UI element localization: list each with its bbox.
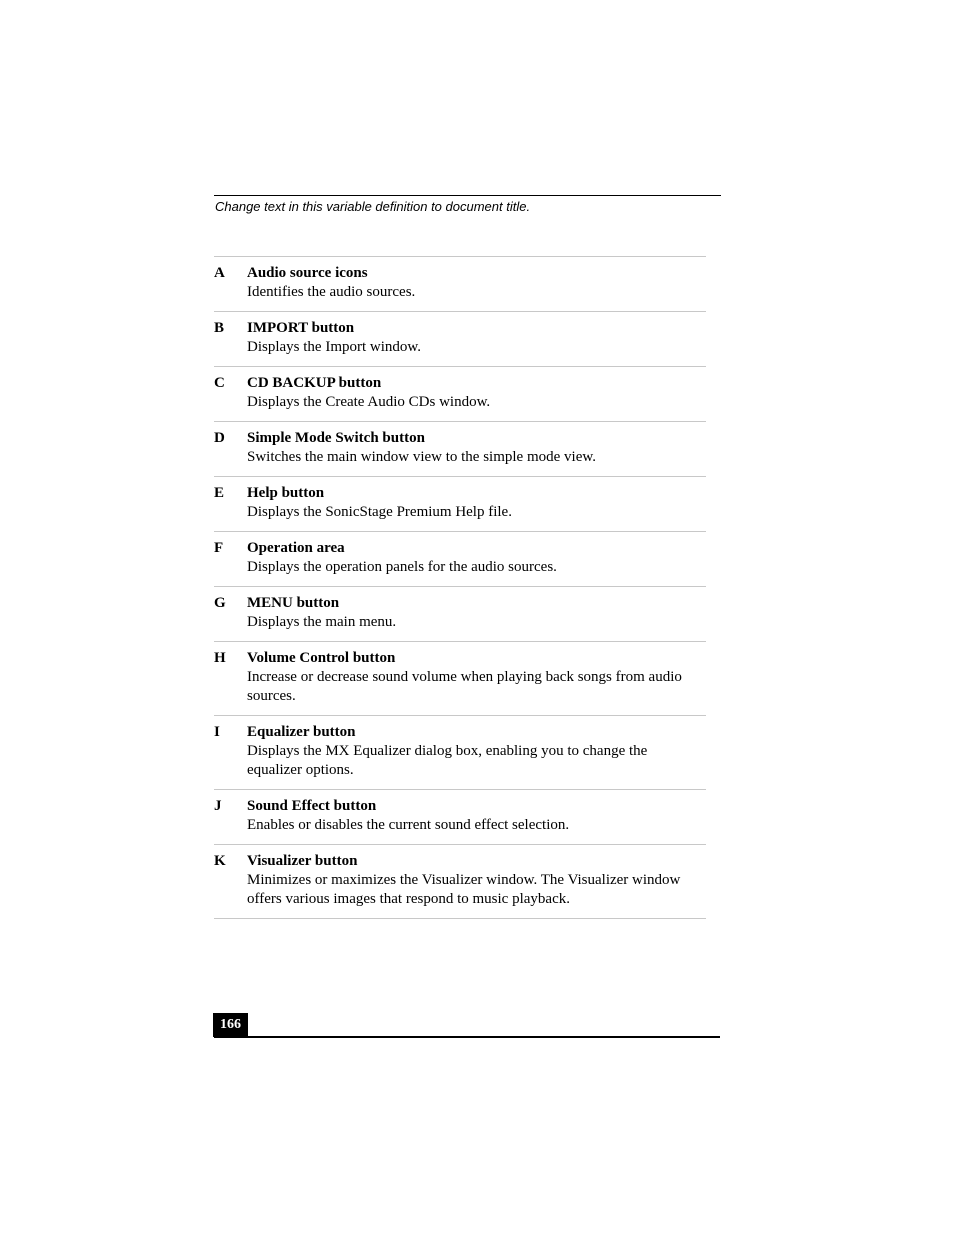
table-row xyxy=(214,532,706,587)
item-description: Displays the Import window. xyxy=(247,339,422,355)
item-term: Volume Control button xyxy=(247,650,396,666)
item-letter: J xyxy=(214,798,222,814)
table-row xyxy=(214,716,706,790)
item-entry xyxy=(247,374,706,412)
header-rule xyxy=(214,195,721,196)
item-description: Increase or decrease sound volume when playing back songs from audio sources. xyxy=(247,669,682,704)
item-letter: B xyxy=(214,320,225,336)
item-term: IMPORT button xyxy=(247,320,355,336)
item-term: CD BACKUP button xyxy=(247,375,382,391)
item-term: Audio source icons xyxy=(247,265,368,281)
item-letter: K xyxy=(214,853,226,869)
item-entry xyxy=(247,319,706,357)
table-row xyxy=(214,477,706,532)
item-entry xyxy=(247,539,706,577)
definition-table xyxy=(214,256,706,919)
item-letter: E xyxy=(214,485,225,501)
item-description: Displays the MX Equalizer dialog box, enabling you to change the equalizer options. xyxy=(247,743,648,778)
item-description: Switches the main window view to the simple mode view. xyxy=(247,449,596,465)
document-title: Change text in this variable definition to document title. xyxy=(215,199,531,214)
item-description: Identifies the audio sources. xyxy=(247,284,416,300)
item-term: Operation area xyxy=(247,540,345,556)
item-entry xyxy=(247,264,706,302)
table-row xyxy=(214,257,706,312)
item-term: Equalizer button xyxy=(247,724,356,740)
item-entry xyxy=(247,484,706,522)
item-term: Simple Mode Switch button xyxy=(247,430,425,446)
item-entry xyxy=(247,723,706,780)
table-row xyxy=(214,845,706,919)
page-number: 166 xyxy=(213,1013,248,1037)
table-row xyxy=(214,790,706,845)
item-entry xyxy=(247,429,706,467)
item-term: Sound Effect button xyxy=(247,798,377,814)
item-entry xyxy=(247,649,706,706)
item-term: Help button xyxy=(247,485,325,501)
item-letter: F xyxy=(214,540,224,556)
item-entry xyxy=(247,797,706,835)
footer-rule xyxy=(214,1036,720,1038)
item-description: Enables or disables the current sound effect selection. xyxy=(247,817,570,833)
item-description: Displays the operation panels for the audio sources. xyxy=(247,559,557,575)
item-description: Displays the SonicStage Premium Help file. xyxy=(247,504,512,520)
item-letter: A xyxy=(214,265,225,281)
item-entry xyxy=(247,594,706,632)
table-row xyxy=(214,312,706,367)
table-row xyxy=(214,422,706,477)
item-letter: I xyxy=(214,724,220,740)
table-row xyxy=(214,367,706,422)
table-row xyxy=(214,642,706,716)
item-description: Displays the Create Audio CDs window. xyxy=(247,394,491,410)
item-description: Displays the main menu. xyxy=(247,614,397,630)
item-entry xyxy=(247,852,706,909)
item-letter: C xyxy=(214,375,225,391)
item-letter: H xyxy=(214,650,226,666)
item-letter: G xyxy=(214,595,226,611)
item-description: Minimizes or maximizes the Visualizer window. The Visualizer window offers various images that respond to music playback. xyxy=(247,872,681,907)
item-letter: D xyxy=(214,430,225,446)
item-term: Visualizer button xyxy=(247,853,358,869)
item-term: MENU button xyxy=(247,595,340,611)
table-row xyxy=(214,587,706,642)
